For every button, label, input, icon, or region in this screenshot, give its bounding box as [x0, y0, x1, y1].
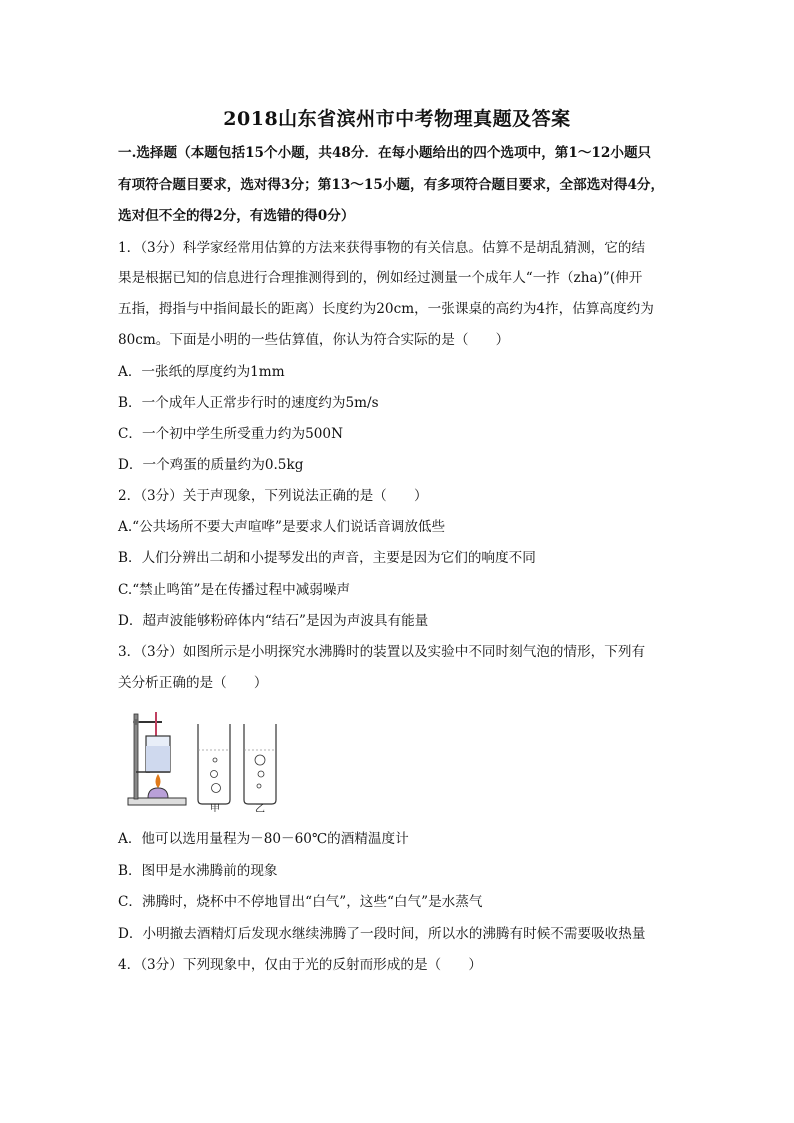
q3-option-b: B．图甲是水沸腾前的现象: [118, 863, 278, 879]
q2-option-c: C.“禁止鸣笛”是在传播过程中减弱噪声: [118, 582, 351, 598]
q3-option-a: A．他可以选用量程为－80－60℃的酒精温度计: [118, 831, 409, 847]
q1-option-a: A．一张纸的厚度约为1mm: [118, 364, 285, 380]
q2-stem: 2．（3分）关于声现象，下列说法正确的是（ ）: [118, 488, 428, 504]
page-title: 2018山东省滨州市中考物理真题及答案: [223, 108, 571, 130]
section-instruction-line-3: 选对但不全的得2分，有选错的得0分）: [118, 208, 355, 224]
q3-stem-line-1: 3．（3分）如图所示是小明探究水沸腾时的装置以及实验中不同时刻气泡的情形，下列有: [118, 644, 646, 660]
q2-option-b: B．人们分辨出二胡和小提琴发出的声音，主要是因为它们的响度不同: [118, 550, 536, 566]
q3-stem-line-2: 关分析正确的是（ ）: [118, 675, 268, 691]
q1-stem-line-2: 果是根据已知的信息进行合理推测得到的，例如经过测量一个成年人“一拃（zha)”(伸开: [118, 270, 643, 286]
q1-option-b: B．一个成年人正常步行时的速度约为5m/s: [118, 395, 379, 411]
section-instruction-line-1: 一.选择题（本题包括15个小题，共48分．在每小题给出的四个选项中，第1～12小题只: [118, 145, 652, 161]
q1-stem-line-4: 80cm。下面是小明的一些估算值，你认为符合实际的是（ ）: [118, 332, 510, 348]
figure-label-yi: 乙: [255, 804, 265, 812]
q3-option-c: C．沸腾时，烧杯中不停地冒出“白气”，这些“白气”是水蒸气: [118, 894, 483, 910]
figure-label-jia: 甲: [210, 804, 220, 812]
q1-option-c: C．一个初中学生所受重力约为500N: [118, 426, 343, 442]
q3-option-d: D．小明撤去酒精灯后发现水继续沸腾了一段时间，所以水的沸腾有时候不需要吸收热量: [118, 926, 646, 942]
q4-stem: 4．（3分）下列现象中，仅由于光的反射而形成的是（ ）: [118, 957, 482, 973]
section-instruction-line-2: 有项符合题目要求，选对得3分；第13～15小题，有多项符合题目要求，全部选对得4分，: [118, 177, 665, 193]
q2-option-a: A.“公共场所不要大声喧哗”是要求人们说话音调放低些: [118, 519, 446, 535]
q1-option-d: D．一个鸡蛋的质量约为0.5kg: [118, 457, 304, 473]
q1-stem-line-1: 1．（3分）科学家经常用估算的方法来获得事物的有关信息。估算不是胡乱猜测，它的结: [118, 240, 646, 256]
boiling-apparatus-figure: [126, 708, 296, 812]
boiling-figure-svg: [126, 708, 296, 812]
q2-option-d: D．超声波能够粉碎体内“结石”是因为声波具有能量: [118, 613, 429, 629]
q1-stem-line-3: 五指，拇指与中指间最长的距离）长度约为20cm，一张课桌的高约为4拃，估算高度约为: [118, 301, 654, 317]
